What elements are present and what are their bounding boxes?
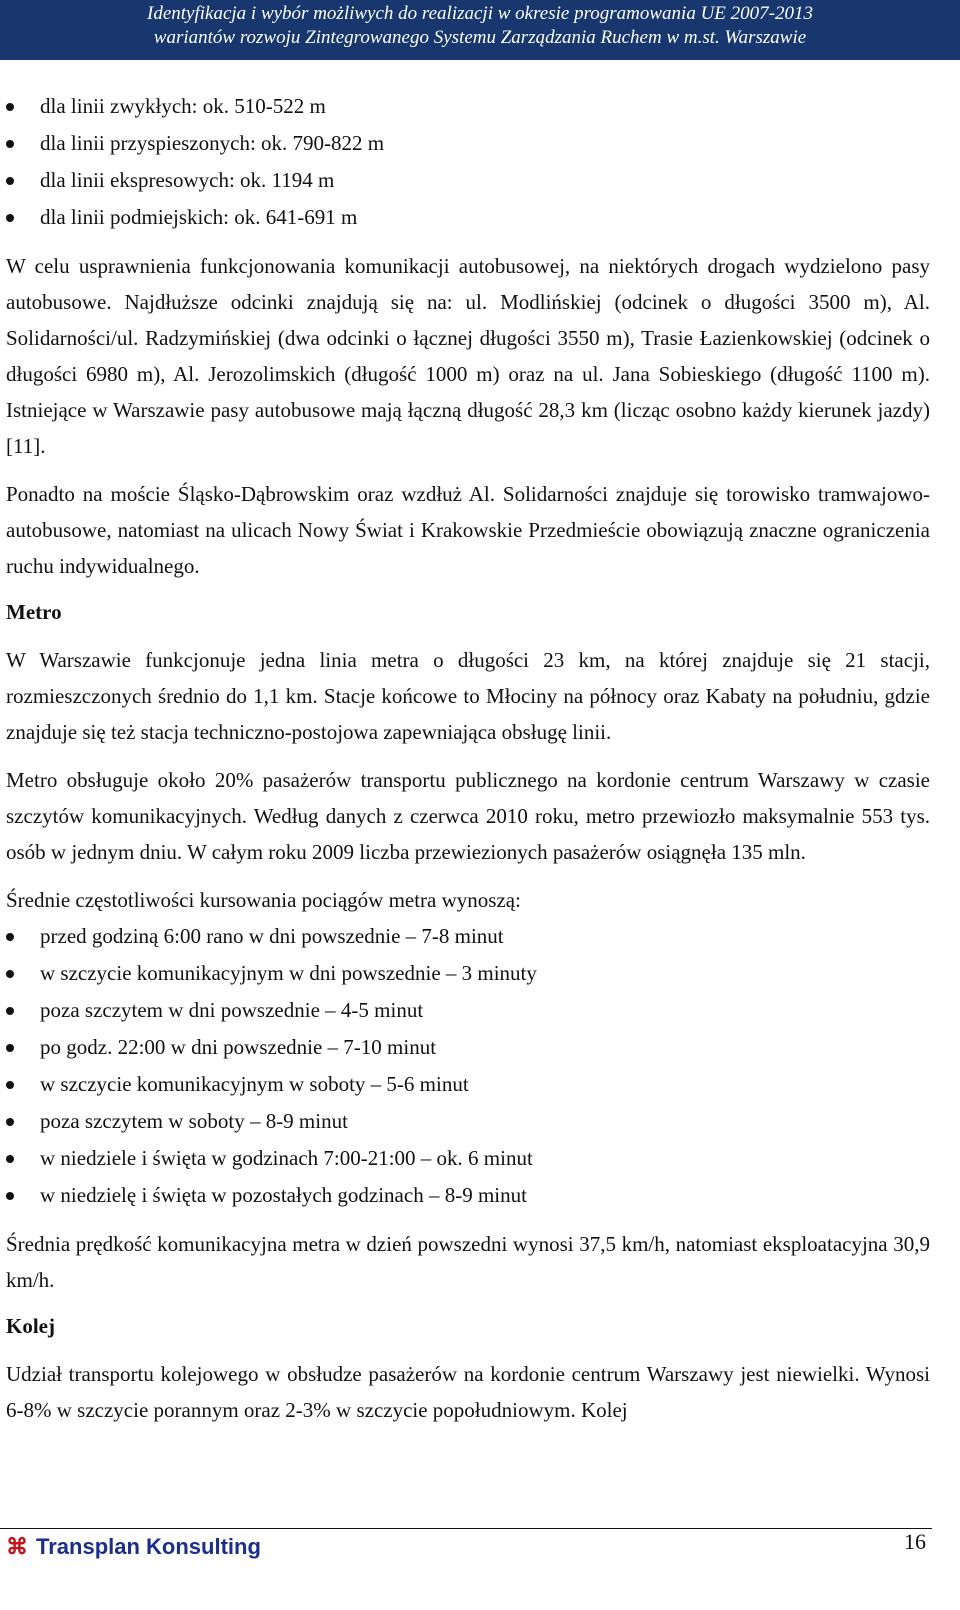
frequency-list [6,918,930,1214]
paragraph-rail: Udział transportu kolejowego w obsłudze pasażerów na kordonie centrum Warszawy jest niewielki. Wynosi 6-8% w szczycie porannym oraz 2-3% w szczycie popołudniowym. Kolej [6,1362,930,1422]
bullet-icon [6,214,14,222]
bullet-icon [6,140,14,148]
list-item-text: w szczycie komunikacyjnym w dni powszednie – 3 minuty [40,961,537,985]
paragraph-metro-speed: Średnia prędkość komunikacyjna metra w dzień powszedni wynosi 37,5 km/h, natomiast eksploatacyjna 30,9 km/h. [6,1232,930,1292]
paragraph-metro-ridership: Metro obsługuje około 20% pasażerów transportu publicznego na kordonie centrum Warszawy w czasie szczytów komunikacyjnych. Według danych z czerwca 2010 roku, metro przewiozło maksymalnie 553 tys. osób w jednym dniu. W całym roku 2009 liczba przewiezionych pasażerów osiągnęła 135 mln. [6,768,930,864]
bullet-icon [6,103,14,111]
list-item-text: poza szczytem w soboty – 8-9 minut [40,1109,348,1133]
list-item [6,88,930,125]
list-item [6,1103,930,1140]
section-heading-rail: Kolej [6,1314,55,1338]
header-line-2: wariantów rozwoju Zintegrowanego Systemu Zarządzania Ruchem w m.st. Warszawie [153,27,807,48]
paragraph-metro-line: W Warszawie funkcjonuje jedna linia metra o długości 23 km, na której znajduje się 21 stacji, rozmieszczonych średnio do 1,1 km. Stacje końcowe to Młociny na północy oraz Kabaty na południu, gdzie znajduje się też stacja techniczno-postojowa zapewniająca obsługę linii. [6,648,930,744]
list-item [6,955,930,992]
bullet-icon [6,1081,14,1089]
section-heading-metro: Metro [6,600,62,624]
header-line-1: Identyfikacja i wybór możliwych do realizacji w okresie programowania UE 2007-2013 [147,3,813,24]
list-item [6,918,930,955]
paragraph-frequency-intro: Średnie częstotliwości kursowania pociągów metra wynoszą: [6,888,521,912]
footer-brand [6,1534,261,1560]
list-item-text: w niedzielę i święta w pozostałych godzinach – 8-9 minut [40,1183,527,1207]
brand-name: Transplan Konsulting [36,1534,261,1559]
paragraph-bus-lanes: W celu usprawnienia funkcjonowania komunikacji autobusowej, na niektórych drogach wydzielono pasy autobusowe. Najdłuższe odcinki znajdują się na: ul. Modlińskiej (odcinek o długości 3500 m), Al. Solidarności/ul. Radzymińskiej (dwa odcinki o łącznej długości 3550 m), Trasie Łazienkowskiej (odcinek o długości 6980 m), Al. Jerozolimskich (długość 1000 m) oraz na ul. Jana Sobieskiego (długość 1100 m). Istniejące w Warszawie pasy autobusowe mają łączną długość 28,3 km (licząc osobno każdy kierunek jazdy) [11]. [6,254,930,458]
footer-rule [0,1528,932,1529]
list-item [6,1029,930,1066]
list-item [6,162,930,199]
list-item-text: dla linii podmiejskich: ok. 641-691 m [40,205,358,229]
bullet-icon [6,177,14,185]
bullet-icon [6,1007,14,1015]
paragraph-tram-bus: Ponadto na moście Śląsko-Dąbrowskim oraz wzdłuż Al. Solidarności znajduje się torowisko tramwajowo-autobusowe, natomiast na ulicach Nowy Świat i Krakowskie Przedmieście obowiązują znaczne ograniczenia ruchu indywidualnego. [6,482,930,578]
bus-length-list [6,88,930,236]
bullet-icon [6,1192,14,1200]
bullet-icon [6,1118,14,1126]
bullet-icon [6,970,14,978]
list-item-text: w szczycie komunikacyjnym w soboty – 5-6 minut [40,1072,469,1096]
bullet-icon [6,1155,14,1163]
looped-square-icon: ⌘ [6,1534,28,1559]
page-number: 16 [904,1529,926,1554]
list-item-text: dla linii ekspresowych: ok. 1194 m [40,168,335,192]
bullet-icon [6,933,14,941]
list-item-text: w niedziele i święta w godzinach 7:00-21:00 – ok. 6 minut [40,1146,533,1170]
list-item-text: przed godziną 6:00 rano w dni powszednie – 7-8 minut [40,924,504,948]
list-item [6,125,930,162]
page-content [6,88,930,1428]
list-item-text: po godz. 22:00 w dni powszednie – 7-10 minut [40,1035,437,1059]
list-item [6,992,930,1029]
list-item [6,1177,930,1214]
list-item [6,1140,930,1177]
bullet-icon [6,1044,14,1052]
list-item-text: dla linii zwykłych: ok. 510-522 m [40,94,326,118]
list-item-text: dla linii przyspieszonych: ok. 790-822 m [40,131,385,155]
list-item [6,1066,930,1103]
document-header [0,0,960,60]
list-item-text: poza szczytem w dni powszednie – 4-5 minut [40,998,424,1022]
list-item [6,199,930,236]
